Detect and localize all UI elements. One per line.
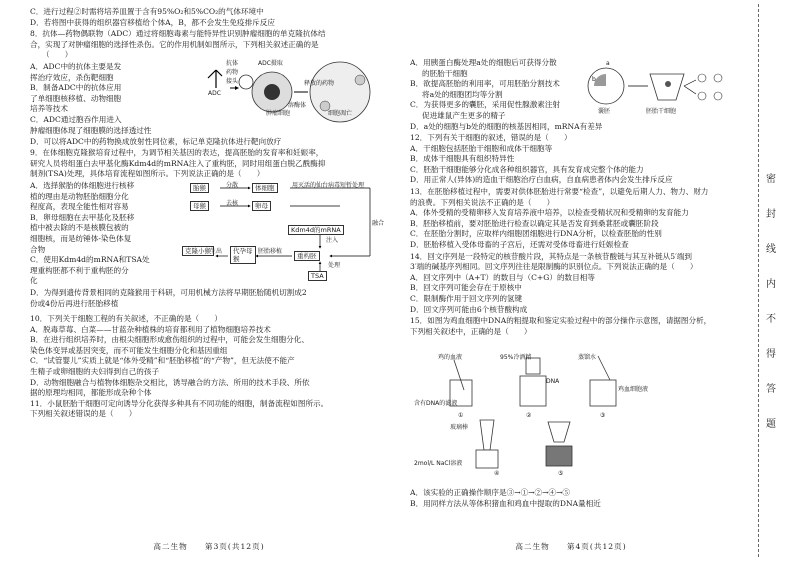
text-line: 3′端的碱基序列相同。回文序列往往是限制酶的识别位点。下列说法正确的是（ ）: [410, 262, 698, 272]
q9-option: 合物: [30, 244, 46, 254]
text-line: 制剂(TSA)处理，具体培育流程如图所示。下列说法正确的是（ ）: [30, 169, 265, 179]
text-line: C．进行过程②时需将培养皿置于含有95%O₂和5%CO₂的气体环境中: [30, 7, 264, 16]
q14-option: C．限制酶作用于回文序列的氢键: [410, 293, 523, 303]
q12-option: C．胚胎干细胞能够分化成各种组织器官，具有发育成完整个体的能力: [410, 164, 644, 174]
q8-fig-label: 溶酶体: [288, 102, 307, 109]
text-line: 下列相关叙述中，正确的是（ ）: [410, 326, 532, 336]
q11-option: D．a处的细胞与b处的细胞的核基因相同，mRNA有差异: [410, 121, 603, 131]
seal-word: 不: [766, 314, 776, 325]
q15-fig-label: 95%冷酒精: [500, 354, 532, 361]
flow-label: 分散: [226, 182, 239, 189]
text-line: 合，实现了对肿瘤细胞的选择性杀伤。它的作用机制如图所示，下列相关叙述正确的是: [30, 39, 319, 49]
q11-fig-label: b: [592, 76, 596, 83]
q15-step-label: ②: [526, 412, 532, 419]
q9-option: 植中被去除的不是核膜包被的: [30, 223, 129, 233]
flow-box: 体细胞: [252, 183, 278, 193]
q13-option: C．在胚胎分割时，应取样内细胞团细胞进行DNA分析，以检查胚胎的性别: [410, 229, 662, 239]
flow-box: 胎猴: [190, 183, 209, 193]
question-9-stem: 9．在体细胞克隆猴培育过程中，为调节相关基因的表达，提高胚胎的发育率和妊娠率，: [30, 148, 324, 157]
flow-label: 去核: [226, 200, 239, 207]
page-footer: 高二生物 第4页(共12页): [515, 542, 627, 552]
seal-word: 密: [766, 174, 776, 185]
text-line: D．若将图中获得的组织器官移植给个体A，B，都不会发生免疫排斥反应: [30, 17, 275, 27]
q14-option: D．回文序列可能由6个核苷酸构成: [410, 304, 528, 314]
q10-option: B．在进行组织培养时，由根尖细胞形成愈伤组织的过程中，可能会发生细胞分化、: [30, 335, 309, 345]
right-page: [410, 0, 732, 561]
seal-word: 题: [766, 419, 776, 430]
question-10-stem: 10．下列关于细胞工程的有关叙述，不正确的是（ ）: [30, 314, 222, 323]
embryo-stem-cell-figure: [584, 60, 734, 128]
q13-option: D．胚胎移植入受体母畜的子宫后，还需对受体母畜进行妊娠检查: [410, 239, 629, 249]
q8-option: D．可以将ADC中的药物换成放射性同位素，标记单克隆抗体进行靶向放疗: [30, 136, 282, 146]
q9-option: 化: [30, 276, 38, 286]
q15-step-label: ①: [458, 412, 464, 419]
q8-fig-label: 抗体: [226, 60, 239, 67]
seal-word: 答: [766, 384, 776, 395]
flow-box: 克隆小猴: [182, 246, 214, 256]
seal-word: 线: [766, 244, 776, 255]
q8-fig-label: 肿瘤细胞: [266, 110, 291, 117]
flow-label: 生出: [210, 248, 223, 255]
q8-option: 了单细胞核移植、动物细胞: [30, 93, 122, 103]
q8-option: 挥治疗效应，杀伤靶细胞: [30, 72, 114, 82]
q15-fig-label: DNA: [546, 378, 560, 385]
q14-option: B．回文序列可能会存在于原核中: [410, 283, 522, 293]
q15-step-label: ⑤: [558, 470, 564, 477]
q11-fig-label: 胚胎干细胞: [646, 108, 677, 115]
q15-fig-label: 2mol/L NaCl溶液: [414, 460, 463, 467]
q10-option: 据的原理均相同，都能形成杂种个体: [30, 388, 152, 398]
binding-margin: [746, 0, 794, 561]
q9-option: 植的理由是动物胚胎细胞分化: [30, 191, 129, 201]
q10-option: C．“试管婴儿”实质上就是“体外受精”和“胚胎移植”的“产物”，但无法使不能产: [30, 356, 295, 366]
q8-fig-label: 细胞凋亡: [328, 110, 353, 117]
q10-option: D．动物细胞融合与植物体细胞杂交相比，诱导融合的方法、所用的技术手段、所依: [30, 377, 310, 387]
q11-fig-label: 囊胚: [598, 108, 611, 115]
q15-fig-label: 蒸馏水: [578, 354, 597, 361]
q12-option: B．成体干细胞具有组织特异性: [410, 154, 515, 164]
text-line: 的浪费。下列相关说法不正确的是（ ）: [410, 197, 555, 207]
q11-fig-label: a: [606, 60, 610, 67]
q10-option: A．脱毒草莓、白菜——甘蓝杂种植株的培育都利用了植物细胞培养技术: [30, 324, 271, 334]
q13-option: A．体外受精的受精卵移入发育培养液中培养，以检查受精状况和受精卵的发育能力: [410, 208, 689, 218]
question-8-stem: 8．抗体—药物偶联物（ADC）通过将细胞毒素与能特异性识别肿瘤细胞的单克隆抗体结: [30, 29, 326, 39]
q8-option: 培养等技术: [30, 104, 68, 114]
q9-option: 细胞核，而是纺锤体-染色体复: [30, 233, 132, 243]
page-footer: 高二生物 第3页(共12页): [153, 542, 265, 552]
flow-box: Kdm4d的mRNA: [288, 225, 344, 235]
q8-fig-label: ADC: [208, 90, 221, 97]
q11-option: A．用胰蛋白酶处理a处的细胞后可获得分散: [410, 58, 557, 67]
q11-option: C．为获得更多的囊胚，采用促性腺激素注射: [410, 100, 561, 110]
flow-label: 融合: [372, 220, 385, 227]
flow-box: 代孕母猴: [230, 246, 256, 264]
left-page: [30, 0, 388, 561]
question-11-stem: 11．小鼠胚胎干细胞可定向诱导分化获得多种具有不同功能的细胞，制备流程如图所示。: [30, 398, 329, 408]
q11-option: 的胚胎干细胞: [422, 68, 468, 78]
q14-option: A．回文序列中（A+T）的数目与（C+G）的数目相等: [410, 272, 595, 282]
q9-option: B．卵母细胞在去甲基化及胚移: [30, 212, 135, 222]
q15-fig-label: 玻璃棒: [450, 424, 469, 431]
q11-option: 促进雄鼠产生更多的精子: [422, 110, 506, 120]
flow-box: 母猴: [190, 201, 209, 211]
q8-option: C．ADC通过胞吞作用进入: [30, 114, 122, 124]
flow-box: TSA: [308, 271, 327, 281]
clone-monkey-flow-diagram: [180, 182, 388, 286]
q9-option: A．选择猴胎的体细胞进行核移: [30, 181, 135, 190]
flow-label: 胚胎移植: [258, 248, 283, 255]
q11-option: B．欲提高胚胎的利用率，可用胚胎分割技术: [410, 79, 560, 89]
q15-fig-label: 鸡的血液: [438, 354, 463, 361]
seal-word: 内: [766, 279, 776, 290]
q10-option: 染色体变异或基因突变，而不可能发生细胞分化和基因重组: [30, 345, 228, 355]
q9-option: 份或4份后再进行胚胎移植: [30, 298, 119, 308]
seal-word: 封: [766, 209, 776, 220]
flow-box: 重构胚: [294, 251, 320, 261]
seal-line: [758, 4, 759, 557]
text-line: （ ）: [42, 50, 73, 60]
flow-box: 卵母: [252, 201, 271, 211]
flow-label: 注入: [326, 237, 339, 244]
q9-option: 程度高，表现全能性相对容易: [30, 202, 129, 212]
q12-option: D．用正常人(异体)的造血干细胞治疗白血病，自血病患者体内会发生排斥反应: [410, 175, 673, 185]
q12-option: A．干细胞包括胚胎干细胞和成体干细胞等: [410, 143, 553, 153]
q8-fig-label: 释放的药物: [304, 80, 335, 87]
question-14-stem: 14．回文序列是一段特定的核苷酸片段，其特点是一条核苷酸链与其互补链从5′端到: [410, 251, 692, 261]
q13-option: B．胚胎移植前，要对胚胎进行检查以确定其是否发育到桑葚胚或囊胚阶段: [410, 218, 659, 228]
question-12-stem: 12．下列有关干细胞的叙述，错误的是（ ）: [410, 133, 572, 142]
q8-option: 肿瘤细胞体现了细胞膜的选择透过性: [30, 126, 152, 135]
question-15-stem: 15．如图为鸡血细胞中DNA的粗提取和鉴定实验过程中的部分操作示意图，请据图分析，: [410, 316, 712, 326]
text-line: 下列相关叙述错误的是（ ）: [30, 409, 137, 419]
q8-option: B．制备ADC中的抗体应用: [30, 83, 122, 93]
question-13-stem: 13．在胚胎移植过程中，需要对供体胚胎进行常要“检查”，以避免后期人力、物力、财力: [410, 186, 709, 196]
q10-option: 生精子或卵细胞的夫妇得到自己的孩子: [30, 366, 160, 376]
q8-option: A．ADC中的抗体主要是发: [30, 62, 122, 71]
q8-fig-label: 接头: [226, 78, 239, 85]
q15-fig-label: 含有DNA的滤液: [414, 400, 458, 407]
q15-step-label: ③: [600, 412, 606, 419]
q15-option: A．该实验的正确操作顺序是③→①→②→④→⑤: [410, 488, 571, 497]
q9-option: D．为得到遗传背景相同的克隆猴用于科研，可用机械方法将早期胚胎随机切割成2: [30, 288, 307, 297]
text-line: 研究人员将组蛋白去甲基化酶Kdm4d的mRNA注入了重构胚，同时用组蛋白脱乙酰酶抑: [30, 158, 326, 168]
q8-fig-label: ADC摄取: [258, 60, 283, 67]
q9-option: 理重构胚都不利于重构胚的分: [30, 265, 129, 275]
q9-option: C．使用Kdm4d的mRNA和TSA处: [30, 255, 150, 265]
q11-option: 将a处的细胞团均等分割: [422, 89, 503, 99]
q15-step-label: ④: [494, 470, 500, 477]
flow-label: 处理: [328, 262, 341, 269]
q15-option: B．用同样方法从等体积猪血和鸡血中提取的DNA量相近: [410, 498, 601, 508]
q15-fig-label: 鸡血细胞液: [618, 386, 649, 393]
seal-word: 得: [766, 349, 776, 360]
q8-fig-label: 药物: [226, 69, 239, 76]
flow-label: 用灭活的仙台病毒短暂处理: [292, 182, 365, 189]
